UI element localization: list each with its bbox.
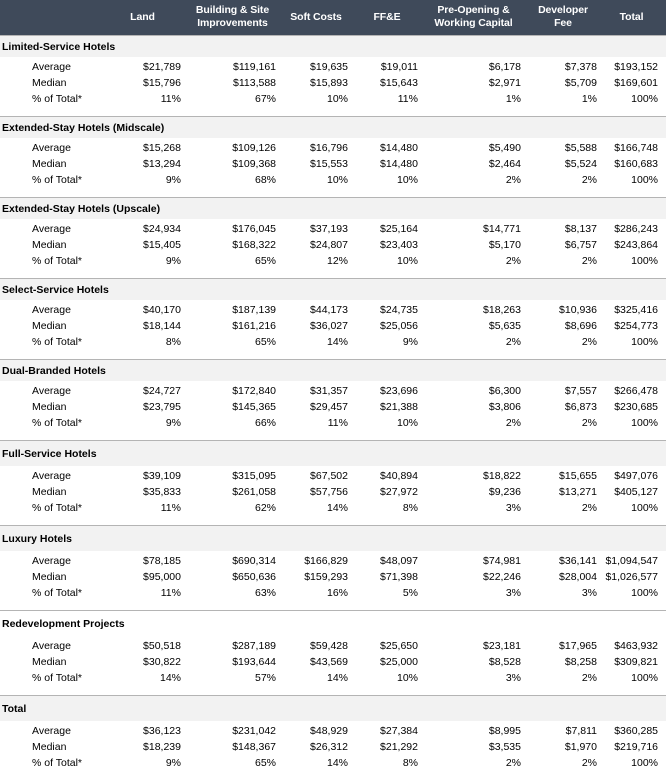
cell-ffe: $14,480: [356, 138, 426, 156]
table-row: [0, 381, 666, 399]
cell-building: $168,322: [189, 237, 284, 253]
cell-total: $193,152: [605, 57, 666, 75]
cell-preopening: 3%: [426, 670, 529, 689]
column-header-developer-fee: Developer Fee: [529, 0, 605, 36]
cell-soft: 14%: [284, 670, 356, 689]
table-row: [0, 466, 666, 484]
metric-label: % of Total*: [0, 755, 104, 774]
table-row: [0, 253, 666, 272]
cell-land: 14%: [104, 670, 189, 689]
table-row: [0, 57, 666, 75]
cell-soft: $15,553: [284, 156, 356, 172]
cell-building: 63%: [189, 585, 284, 604]
table-row: [0, 237, 666, 253]
cell-ffe: 10%: [356, 253, 426, 272]
cell-total: $309,821: [605, 654, 666, 670]
metric-label: % of Total*: [0, 670, 104, 689]
cell-soft: $57,756: [284, 484, 356, 500]
cell-developer: $5,588: [529, 138, 605, 156]
cell-ffe: $23,696: [356, 381, 426, 399]
group-name: Redevelopment Projects: [0, 611, 666, 637]
cell-total: 100%: [605, 585, 666, 604]
cell-soft: 14%: [284, 755, 356, 774]
cell-building: 66%: [189, 415, 284, 434]
group-header-row: [0, 526, 666, 552]
group-name: Luxury Hotels: [0, 526, 666, 552]
cell-developer: $5,524: [529, 156, 605, 172]
cell-developer: $17,965: [529, 636, 605, 654]
column-header-land: Land: [104, 0, 189, 36]
table-row: [0, 318, 666, 334]
cell-ffe: 9%: [356, 334, 426, 353]
metric-label: % of Total*: [0, 172, 104, 191]
cell-total: $160,683: [605, 156, 666, 172]
metric-label: Median: [0, 484, 104, 500]
cell-land: $50,518: [104, 636, 189, 654]
cell-ffe: $21,388: [356, 399, 426, 415]
metric-label: Median: [0, 156, 104, 172]
table-row: [0, 654, 666, 670]
cell-total: $166,748: [605, 138, 666, 156]
table-row: [0, 739, 666, 755]
cell-developer: 2%: [529, 415, 605, 434]
table-row: [0, 415, 666, 434]
table-row: [0, 670, 666, 689]
metric-label: Median: [0, 318, 104, 334]
cell-preopening: $14,771: [426, 219, 529, 237]
table-row: [0, 484, 666, 500]
cell-soft: $29,457: [284, 399, 356, 415]
metric-label: Median: [0, 75, 104, 91]
cell-soft: $26,312: [284, 739, 356, 755]
cell-preopening: $23,181: [426, 636, 529, 654]
column-header-label: [0, 0, 104, 36]
cell-total: 100%: [605, 334, 666, 353]
cell-ffe: $25,164: [356, 219, 426, 237]
cell-developer: $7,557: [529, 381, 605, 399]
cell-soft: $24,807: [284, 237, 356, 253]
cell-land: $36,123: [104, 721, 189, 739]
cell-developer: 1%: [529, 91, 605, 110]
cell-soft: $67,502: [284, 466, 356, 484]
cell-preopening: 2%: [426, 253, 529, 272]
metric-label: Average: [0, 721, 104, 739]
cell-building: 65%: [189, 334, 284, 353]
cell-total: $230,685: [605, 399, 666, 415]
metric-label: % of Total*: [0, 415, 104, 434]
cell-preopening: $5,170: [426, 237, 529, 253]
cell-building: $172,840: [189, 381, 284, 399]
cell-developer: $13,271: [529, 484, 605, 500]
metric-label: Average: [0, 138, 104, 156]
cell-preopening: $5,490: [426, 138, 529, 156]
cell-soft: $36,027: [284, 318, 356, 334]
cell-land: $23,795: [104, 399, 189, 415]
table-row: [0, 172, 666, 191]
cell-building: $231,042: [189, 721, 284, 739]
cell-preopening: 3%: [426, 500, 529, 519]
cell-total: $325,416: [605, 300, 666, 318]
cell-land: 11%: [104, 500, 189, 519]
metric-label: Median: [0, 654, 104, 670]
cell-building: 65%: [189, 253, 284, 272]
table-row: [0, 334, 666, 353]
cell-land: $24,934: [104, 219, 189, 237]
cell-preopening: $18,822: [426, 466, 529, 484]
cell-ffe: $14,480: [356, 156, 426, 172]
metric-label: Median: [0, 399, 104, 415]
cell-preopening: 2%: [426, 415, 529, 434]
cell-ffe: $15,643: [356, 75, 426, 91]
cell-building: $161,216: [189, 318, 284, 334]
header-row: [0, 0, 666, 36]
cell-building: $176,045: [189, 219, 284, 237]
metric-label: Average: [0, 466, 104, 484]
metric-label: % of Total*: [0, 500, 104, 519]
cell-soft: $44,173: [284, 300, 356, 318]
metric-label: % of Total*: [0, 334, 104, 353]
metric-label: Average: [0, 219, 104, 237]
cell-land: $39,109: [104, 466, 189, 484]
cell-ffe: $25,650: [356, 636, 426, 654]
cell-preopening: $2,464: [426, 156, 529, 172]
cell-total: $497,076: [605, 466, 666, 484]
cell-ffe: $40,894: [356, 466, 426, 484]
metric-label: Average: [0, 57, 104, 75]
cell-preopening: $6,300: [426, 381, 529, 399]
table-row: [0, 500, 666, 519]
cell-ffe: $21,292: [356, 739, 426, 755]
table-header: [0, 0, 666, 36]
cell-land: $15,405: [104, 237, 189, 253]
group-header-row: [0, 36, 666, 58]
table-row: [0, 755, 666, 774]
group-header-row: [0, 441, 666, 467]
cell-soft: 11%: [284, 415, 356, 434]
cell-preopening: $18,263: [426, 300, 529, 318]
cell-ffe: 10%: [356, 415, 426, 434]
group-name: Total: [0, 696, 666, 722]
cell-building: $650,636: [189, 569, 284, 585]
cell-total: 100%: [605, 500, 666, 519]
cell-building: 62%: [189, 500, 284, 519]
cell-land: $30,822: [104, 654, 189, 670]
cell-developer: 2%: [529, 500, 605, 519]
cell-land: $95,000: [104, 569, 189, 585]
cell-total: 100%: [605, 755, 666, 774]
cell-ffe: 10%: [356, 670, 426, 689]
cell-total: $405,127: [605, 484, 666, 500]
cell-ffe: $48,097: [356, 551, 426, 569]
cell-total: 100%: [605, 172, 666, 191]
cell-developer: $7,811: [529, 721, 605, 739]
cell-developer: $8,696: [529, 318, 605, 334]
cell-building: 67%: [189, 91, 284, 110]
column-header-ffe: FF&E: [356, 0, 426, 36]
cell-land: $18,144: [104, 318, 189, 334]
cell-total: $286,243: [605, 219, 666, 237]
cell-ffe: $27,384: [356, 721, 426, 739]
cell-building: $315,095: [189, 466, 284, 484]
cell-building: $113,588: [189, 75, 284, 91]
cell-soft: 16%: [284, 585, 356, 604]
group-header-row: [0, 198, 666, 220]
cell-ffe: $27,972: [356, 484, 426, 500]
group-name: Extended-Stay Hotels (Midscale): [0, 117, 666, 139]
cell-total: 100%: [605, 91, 666, 110]
cell-developer: 2%: [529, 172, 605, 191]
cell-total: $219,716: [605, 739, 666, 755]
cell-soft: 14%: [284, 334, 356, 353]
cell-soft: 10%: [284, 172, 356, 191]
cell-building: 65%: [189, 755, 284, 774]
cell-building: $261,058: [189, 484, 284, 500]
cell-land: $40,170: [104, 300, 189, 318]
cell-developer: $28,004: [529, 569, 605, 585]
cell-building: $193,644: [189, 654, 284, 670]
group-header-row: [0, 117, 666, 139]
cell-developer: $6,757: [529, 237, 605, 253]
cell-soft: $16,796: [284, 138, 356, 156]
cell-soft: $19,635: [284, 57, 356, 75]
cell-soft: $15,893: [284, 75, 356, 91]
cell-developer: 2%: [529, 670, 605, 689]
cell-preopening: 2%: [426, 755, 529, 774]
cell-preopening: $6,178: [426, 57, 529, 75]
cell-preopening: $8,528: [426, 654, 529, 670]
column-header-building: Building & Site Improvements: [189, 0, 284, 36]
cell-developer: $6,873: [529, 399, 605, 415]
cell-land: $15,268: [104, 138, 189, 156]
cell-total: $243,864: [605, 237, 666, 253]
cell-building: $690,314: [189, 551, 284, 569]
cell-total: $1,094,547: [605, 551, 666, 569]
cell-developer: $10,936: [529, 300, 605, 318]
cell-total: $266,478: [605, 381, 666, 399]
cell-developer: $15,655: [529, 466, 605, 484]
cell-land: 11%: [104, 585, 189, 604]
cell-land: 9%: [104, 415, 189, 434]
group-name: Full-Service Hotels: [0, 441, 666, 467]
cell-building: $109,368: [189, 156, 284, 172]
table-row: [0, 156, 666, 172]
cell-land: $35,833: [104, 484, 189, 500]
cell-developer: 2%: [529, 755, 605, 774]
cell-developer: $8,258: [529, 654, 605, 670]
cell-land: 11%: [104, 91, 189, 110]
table-row: [0, 569, 666, 585]
cell-building: $148,367: [189, 739, 284, 755]
cell-developer: 3%: [529, 585, 605, 604]
cell-ffe: $25,056: [356, 318, 426, 334]
metric-label: % of Total*: [0, 253, 104, 272]
cell-preopening: $9,236: [426, 484, 529, 500]
table-row: [0, 585, 666, 604]
cell-preopening: 3%: [426, 585, 529, 604]
metric-label: Median: [0, 569, 104, 585]
cell-building: $145,365: [189, 399, 284, 415]
metric-label: % of Total*: [0, 91, 104, 110]
table-row: [0, 300, 666, 318]
table-row: [0, 399, 666, 415]
cell-building: $187,139: [189, 300, 284, 318]
cell-land: $21,789: [104, 57, 189, 75]
cell-building: 68%: [189, 172, 284, 191]
cell-ffe: $19,011: [356, 57, 426, 75]
group-name: Dual-Branded Hotels: [0, 360, 666, 382]
cell-developer: $7,378: [529, 57, 605, 75]
metric-label: Average: [0, 381, 104, 399]
cell-ffe: $25,000: [356, 654, 426, 670]
cell-total: $360,285: [605, 721, 666, 739]
cell-land: $13,294: [104, 156, 189, 172]
cell-building: $109,126: [189, 138, 284, 156]
cell-developer: $5,709: [529, 75, 605, 91]
metric-label: Median: [0, 237, 104, 253]
column-header-total: Total: [605, 0, 666, 36]
table-row: [0, 721, 666, 739]
cell-preopening: $2,971: [426, 75, 529, 91]
cell-preopening: 2%: [426, 172, 529, 191]
table-row: [0, 636, 666, 654]
cell-preopening: $8,995: [426, 721, 529, 739]
metric-label: % of Total*: [0, 585, 104, 604]
cell-total: 100%: [605, 415, 666, 434]
cell-ffe: 8%: [356, 755, 426, 774]
cell-ffe: 8%: [356, 500, 426, 519]
cell-land: 8%: [104, 334, 189, 353]
cell-soft: $48,929: [284, 721, 356, 739]
table-body: [0, 36, 666, 774]
cell-building: 57%: [189, 670, 284, 689]
metric-label: Average: [0, 300, 104, 318]
cell-soft: $43,569: [284, 654, 356, 670]
group-name: Limited-Service Hotels: [0, 36, 666, 58]
column-header-preopening: Pre-Opening & Working Capital: [426, 0, 529, 36]
cell-soft: $159,293: [284, 569, 356, 585]
cell-preopening: $5,635: [426, 318, 529, 334]
cell-preopening: 1%: [426, 91, 529, 110]
cell-building: $119,161: [189, 57, 284, 75]
cell-ffe: 10%: [356, 172, 426, 191]
group-header-row: [0, 279, 666, 301]
cell-total: 100%: [605, 670, 666, 689]
cell-land: 9%: [104, 253, 189, 272]
cell-ffe: 11%: [356, 91, 426, 110]
cell-land: $24,727: [104, 381, 189, 399]
cell-developer: $8,137: [529, 219, 605, 237]
cell-soft: 12%: [284, 253, 356, 272]
cell-preopening: 2%: [426, 334, 529, 353]
cell-total: 100%: [605, 253, 666, 272]
cell-total: $463,932: [605, 636, 666, 654]
cell-total: $1,026,577: [605, 569, 666, 585]
cell-soft: $31,357: [284, 381, 356, 399]
cell-soft: $37,193: [284, 219, 356, 237]
cell-preopening: $3,806: [426, 399, 529, 415]
metric-label: Median: [0, 739, 104, 755]
table-row: [0, 551, 666, 569]
group-header-row: [0, 611, 666, 637]
cell-developer: 2%: [529, 253, 605, 272]
cell-land: $78,185: [104, 551, 189, 569]
table-row: [0, 75, 666, 91]
cell-land: $18,239: [104, 739, 189, 755]
cell-ffe: 5%: [356, 585, 426, 604]
cell-preopening: $74,981: [426, 551, 529, 569]
metric-label: Average: [0, 636, 104, 654]
cell-total: $169,601: [605, 75, 666, 91]
cell-soft: $59,428: [284, 636, 356, 654]
cell-land: 9%: [104, 755, 189, 774]
metric-label: Average: [0, 551, 104, 569]
column-header-soft-costs: Soft Costs: [284, 0, 356, 36]
cell-soft: $166,829: [284, 551, 356, 569]
cell-developer: $1,970: [529, 739, 605, 755]
cell-developer: $36,141: [529, 551, 605, 569]
cell-soft: 10%: [284, 91, 356, 110]
cell-ffe: $24,735: [356, 300, 426, 318]
cell-land: $15,796: [104, 75, 189, 91]
cell-ffe: $23,403: [356, 237, 426, 253]
group-name: Extended-Stay Hotels (Upscale): [0, 198, 666, 220]
cell-building: $287,189: [189, 636, 284, 654]
cell-land: 9%: [104, 172, 189, 191]
cell-ffe: $71,398: [356, 569, 426, 585]
table-row: [0, 138, 666, 156]
cell-soft: 14%: [284, 500, 356, 519]
group-header-row: [0, 696, 666, 722]
cell-preopening: $3,535: [426, 739, 529, 755]
cell-preopening: $22,246: [426, 569, 529, 585]
table-row: [0, 91, 666, 110]
cell-total: $254,773: [605, 318, 666, 334]
group-name: Select-Service Hotels: [0, 279, 666, 301]
cell-developer: 2%: [529, 334, 605, 353]
table-row: [0, 219, 666, 237]
group-header-row: [0, 360, 666, 382]
